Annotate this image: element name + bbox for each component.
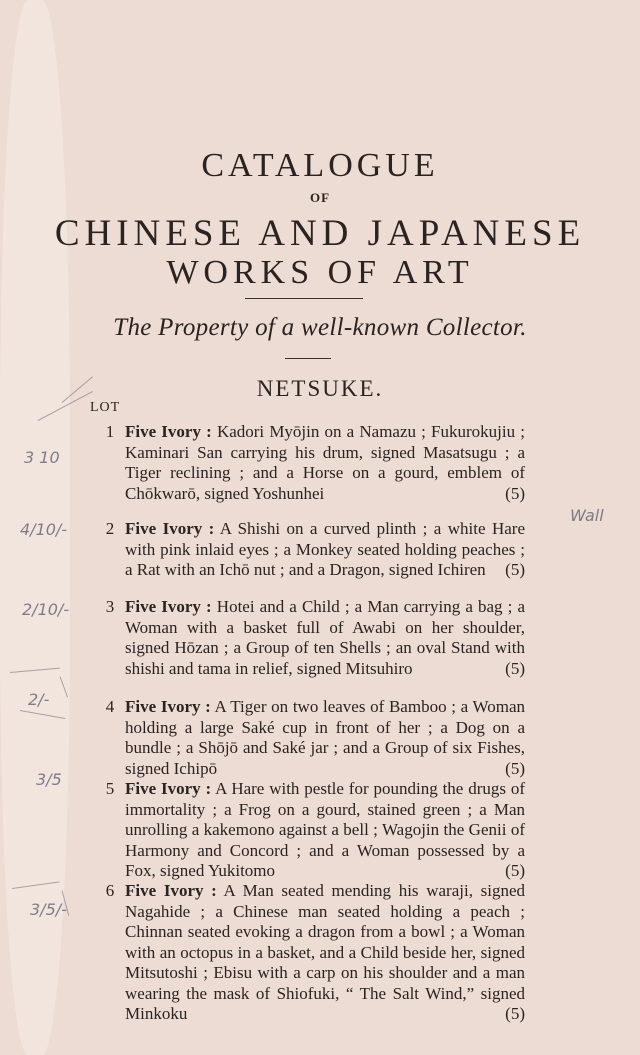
catalogue-title: CATALOGUE xyxy=(201,147,439,184)
margin-note-price: 3 10 xyxy=(24,448,60,467)
lot-entry xyxy=(100,697,525,779)
title-of: OF xyxy=(309,190,331,205)
lot-entry xyxy=(100,422,525,504)
lot-description: A Hare with pestle for pounding the drugs of immortality ; a Frog on a gourd, stained green ; a Man unrolling a kakemono against a bell ; Wagojin the Genii of Harmony and Concord ; and a Woman possessed by a Fox, signed Yukitomo xyxy=(125,779,525,880)
lot-entry xyxy=(100,597,525,679)
catalogue-subtitle-line2: WORKS OF ART xyxy=(166,254,474,291)
lot-column-heading: LOT xyxy=(90,400,121,415)
lot-name: Five Ivory : xyxy=(125,519,215,538)
lot-name: Five Ivory : xyxy=(125,779,212,798)
lot-number: 1 xyxy=(105,422,115,441)
property-line: The Property of a well-known Collector. xyxy=(113,314,527,341)
lot-quantity: (5) xyxy=(505,758,525,778)
catalogue-subtitle-line1: CHINESE AND JAPANESE xyxy=(54,213,586,254)
section-divider xyxy=(285,358,331,359)
lot-entry xyxy=(100,779,525,882)
lot-description: A Man seated mending his waraji, signed Nagahide ; a Chinese man seated holding a peach ; Chinnan seated evoking a dragon from a bowl ; a Woman with an octopus in a basket, and a Child beside her, signed Mitsutoshi ; Ebisu with a carp on his shoulder and a man wearing the mask of Shiofuki, “ The Salt Wind,” signed Minkoku xyxy=(125,881,525,1023)
section-heading: NETSUKE. xyxy=(256,376,384,401)
lot-name: Five Ivory : xyxy=(125,697,211,716)
lot-quantity: (5) xyxy=(505,861,525,880)
margin-note-price: 4/10/- xyxy=(20,520,68,539)
lot-description: A Shishi on a curved plinth ; a white Hare with pink inlaid eyes ; a Monkey seated holding peaches ; a Rat with an Ichō nut ; and a Dragon, signed Ichiren xyxy=(125,519,525,579)
lot-number: 2 xyxy=(105,519,115,538)
lot-name: Five Ivory : xyxy=(125,597,212,616)
title-divider xyxy=(245,298,363,299)
lot-description: A Tiger on two leaves of Bamboo ; a Woman holding a large Saké cup in front of her ; a Dog on a bundle ; a Shōjō and Saké jar ; and a Group of six Fishes, signed Ichipō xyxy=(125,697,526,778)
lot-number: 4 xyxy=(105,697,115,716)
lot-quantity: (5) xyxy=(505,560,525,579)
lot-entry xyxy=(100,881,525,1025)
margin-note-price: 3/5/- xyxy=(30,900,67,919)
lot-quantity: (5) xyxy=(505,1004,525,1023)
lot-description: Hotei and a Child ; a Man carrying a bag ; a Woman with a basket full of Awabi on her shoulder, signed Hōzan ; a Group of ten Shells ; an oval Stand with shishi and tama in relief, signed Mitsuhiro xyxy=(125,597,525,678)
lot-name: Five Ivory : xyxy=(125,881,217,900)
margin-note-price: 3/5 xyxy=(36,770,62,789)
lot-name: Five Ivory : xyxy=(125,422,212,441)
margin-note-buyer: Wall xyxy=(570,506,604,525)
margin-note-price: 2/10/- xyxy=(22,600,70,619)
lot-entry xyxy=(100,519,525,581)
lot-description: Kadori Myōjin on a Namazu ; Fukurokujiu ; Kaminari San carrying his drum, signed Masatsugu ; a Tiger reclining ; and a Horse on a gourd, emblem of Chōkwarō, signed Yoshunhei xyxy=(125,422,525,503)
lot-number: 5 xyxy=(105,779,115,798)
lot-number: 6 xyxy=(105,881,115,900)
lot-quantity: (5) xyxy=(505,658,525,678)
margin-note-price: 2/- xyxy=(28,690,50,709)
lot-quantity: (5) xyxy=(505,483,525,503)
lot-number: 3 xyxy=(105,597,115,616)
